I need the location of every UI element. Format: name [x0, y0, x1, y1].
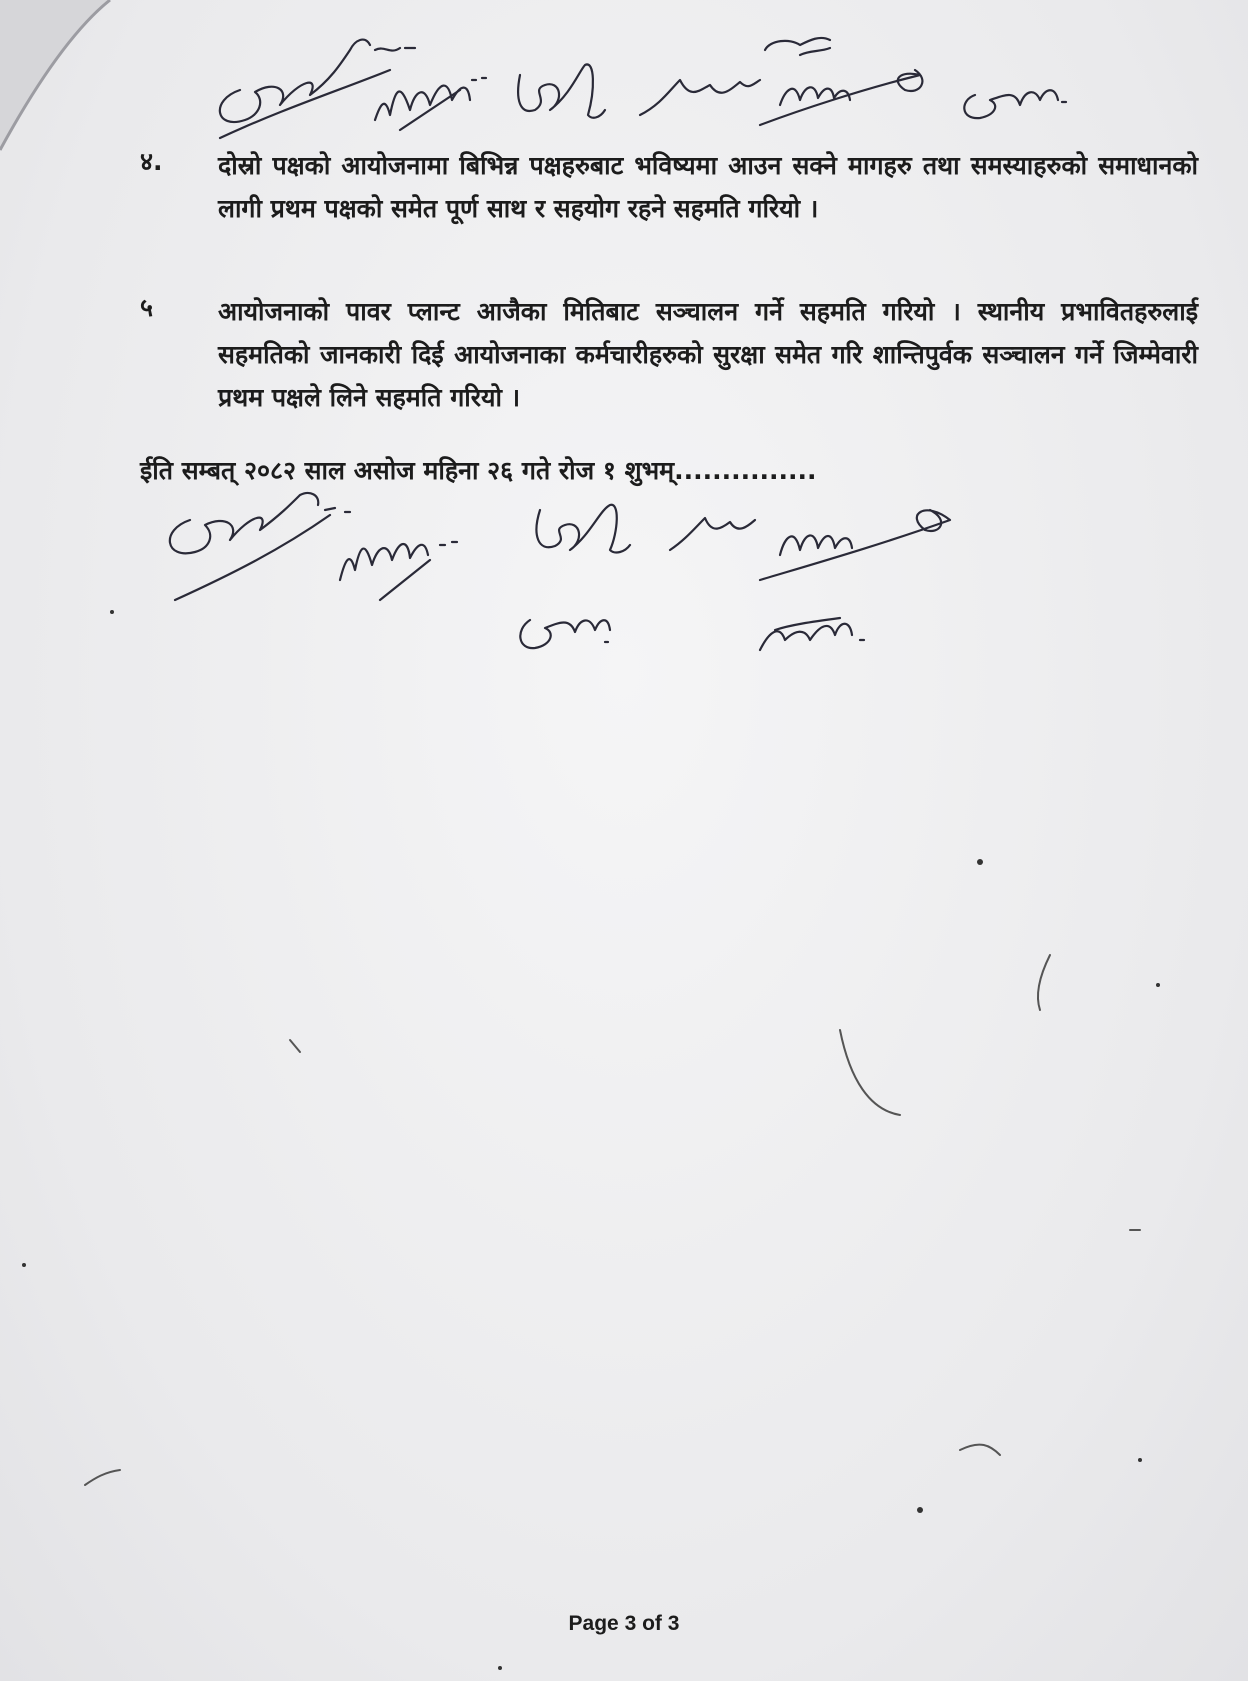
clause-number: ४.: [140, 147, 163, 176]
clause-text: आयोजनाको पावर प्लान्ट आजैका मितिबाट सञ्चालन गर्ने सहमति गरियो । स्थानीय प्रभावितहरुलाई सहमतिको जानकारी दिई आयोजनाका कर्मचारीहरुको सुरक्षा समेत गरि शान्तिपुर्वक सञ्चालन गर्ने जिम्मेवारी प्रथम पक्षले लिने सहमति गरियो ।: [218, 297, 1198, 412]
closing-statement: ईति सम्बत् २०८२ साल असोज महिना २६ गते रोज १ शुभम्...............: [140, 456, 817, 485]
clause-number: ५: [140, 293, 154, 322]
page-number-label: Page 3 of 3: [568, 1612, 680, 1635]
clause-text: दोस्रो पक्षको आयोजनामा बिभिन्न पक्षहरुबाट भविष्यमा आउन सक्ने मागहरु तथा समस्याहरुको समाधानको लागी प्रथम पक्षको समेत पूर्ण साथ र सहयोग रहने सहमति गरियो ।: [218, 151, 1198, 223]
